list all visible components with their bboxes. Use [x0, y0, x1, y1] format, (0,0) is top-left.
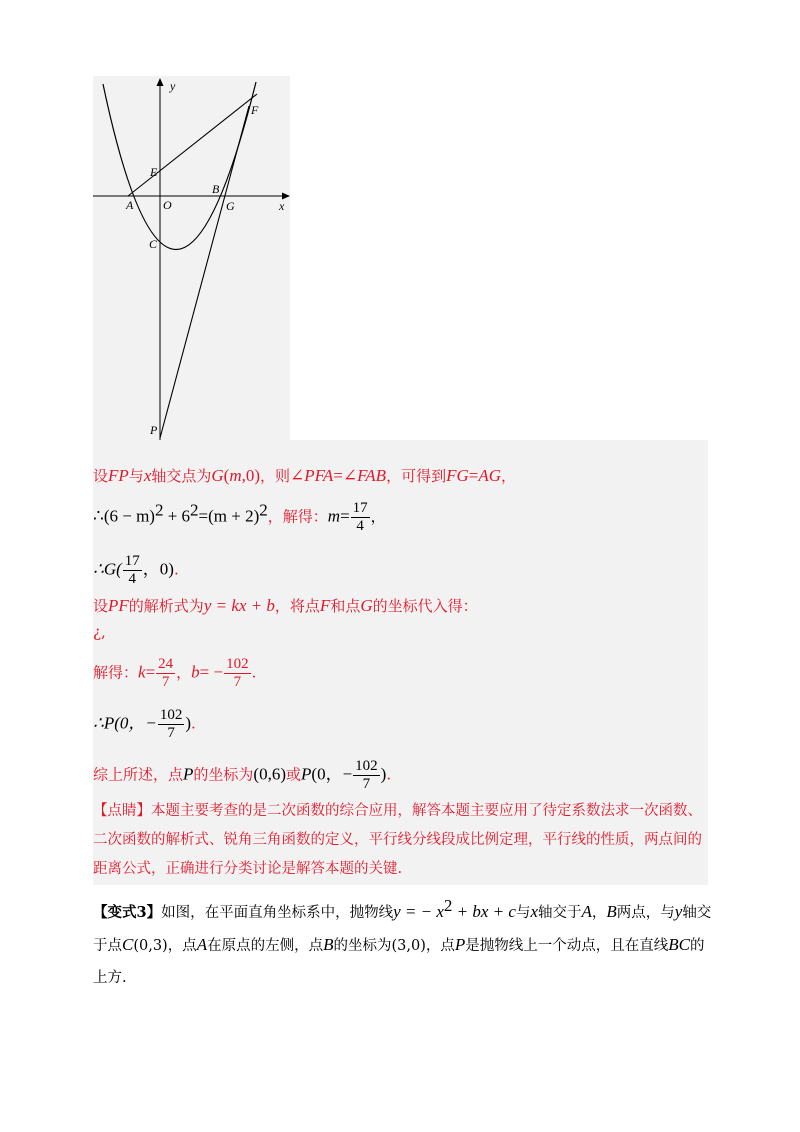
label-x: x [279, 199, 285, 213]
variant-3-problem: 【变式3】如图，在平面直角坐标系中，抛物线y = − $x^2$ + bx + c与x轴交于A，B两点，与y轴交于点C(0,3)，点A在原点的左侧，点B的坐标为(3,0)，点P是抛物线上一个动点，且在直线BC的上方. [93, 896, 712, 986]
label-p: P [150, 423, 158, 437]
fraction: $\frac{17}{4}$ [352, 500, 368, 534]
solution-line-4: 设PF的解析式为y = kx + b，将点F和点G的坐标代入得： [93, 596, 478, 615]
solution-line-3: ∴G( $\frac{17}{4}$ ，0). [93, 553, 179, 587]
solution-line-2: ∴(6 − $m)^2 + 6^2=(m + 2)^2$，解得：m= $\frac{17}{4}$ ， [93, 500, 386, 534]
fraction: $\frac{24}{7}$ [158, 656, 174, 690]
parabola-figure [93, 76, 290, 440]
label-y: y [170, 79, 176, 93]
fraction: $\frac{102}{7}$ [226, 656, 249, 690]
comment-tag: 【点睛】 [93, 803, 151, 819]
label-c: C [149, 237, 158, 251]
solution-line-5: ¿, [93, 623, 106, 641]
label-b: B [212, 182, 220, 196]
comment-paragraph [93, 797, 713, 884]
solution-line-1: 设FP与x轴交点为G(m,0)，则∠PFA=∠FAB，可得到FG=AG， [93, 466, 517, 485]
comment-text: 本题主要考查的是二次函数的综合应用，解答本题主要应用了待定系数法求一次函数、二次函数的解析式、锐角三角函数的定义，平行线分线段成比例定理，平行线的性质，两点间的距离公式，正确进行分类讨论是解答本题的关键. [93, 803, 702, 877]
solution-line-7: ∴P(0，− $\frac{102}{7}$ ). [93, 707, 196, 741]
label-o: O [163, 198, 172, 212]
solution-line-8: 综上所述，点P的坐标为(0,6)或P(0，− $\frac{102}{7}$ ). [93, 758, 392, 792]
solution-line-6: 解得：k= $\frac{24}{7}$ ，b= − $\frac{102}{7}$ . [93, 656, 257, 690]
fraction: $\frac{17}{4}$ [124, 553, 140, 587]
fraction: $\frac{102}{7}$ [355, 758, 378, 792]
line-af [128, 94, 257, 196]
label-g: G [226, 199, 235, 213]
variant-tag: 【变式3】 [93, 903, 162, 921]
fraction: $\frac{102}{7}$ [159, 707, 183, 741]
label-f: F [251, 103, 259, 117]
line-fp [160, 106, 249, 438]
label-a: A [126, 198, 134, 212]
label-e: E [150, 165, 158, 179]
y-axis-arrow [157, 78, 164, 86]
